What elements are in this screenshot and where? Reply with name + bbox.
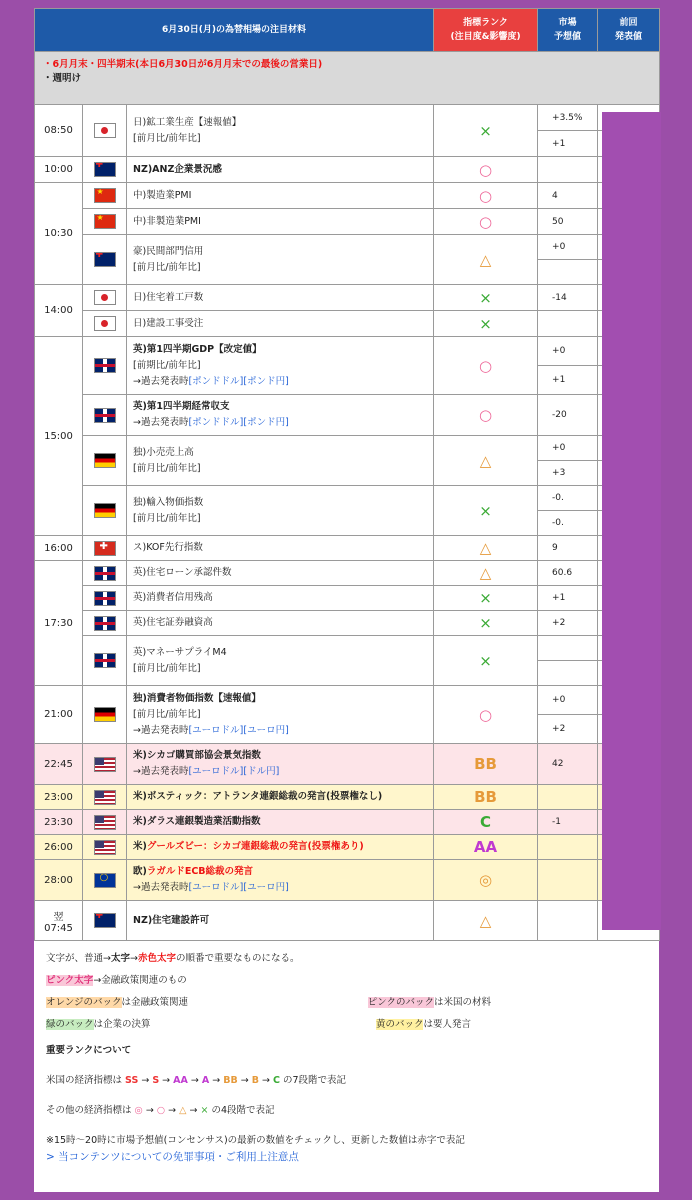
- table-row: 英)マネーサプライM4 [前月比/前年比] ×: [35, 636, 660, 661]
- table-row: 23:00 米)ボスティック：アトランタ連銀総裁の発言(投票権なし) BB: [35, 785, 660, 810]
- table-row: 独)小売売上高 [前月比/前年比] △ +0: [35, 436, 660, 461]
- usd-jpy-link[interactable]: [ドル円]: [243, 766, 280, 777]
- disclaimer-link[interactable]: > 当コンテンツについての免罪事項・ご利用上注意点: [46, 1151, 299, 1163]
- table-row: ★ 中)非製造業PMI ○ 50: [35, 209, 660, 235]
- uk-flag-icon: [94, 408, 116, 423]
- eur-usd-link[interactable]: [ユーロドル]: [188, 766, 244, 777]
- economic-calendar-table: 6月30日(月)の為替相場の注目材料 指標ランク (注目度&影響度) 市場 予想値 前回 発表値 ・6月月末・四半期末(本日6月30日が6月月末での最後の営業日) ・週明け 08:50 日)鉱工業生産【速報値】 [前月比/前年比] × +3.5% +1 10:00 ✚ NZ)ANZ企業景況感 ○ 10:30 ★ 中)製造業PMI ○ 4 ★ 中)非製造業PMI ○ 50 ✚ 豪)民間部門信用 [前月比/前年比] △ +0 14:00 日)住宅着工戸数 × -14 日)建設工事受注 × 15:00 英)第1四半期GDP【改定値】 [前期比/前年比] →過去発表時[ポンドドル][ポンド円] ○ +0 +1 英)第1四半期経常収支 →過去発表時[ポンドドル][ポンド円] ○ -20 独)小売売上高 [前月比/前年比] △ +0 +3 独)輸入物価指数 [前月比/前年比] × -0. -0. 16:00 ✚ ス)KOF先行指数 △ 9 17:30 英)住宅ローン承認件数 △ 60.6 英)消費者信用残高 × +1 英)住宅証券融資高 × +2 英)マネーサプライM4 [前月比/前年比] × 21:00 独)消費者物価指数【速報値】 [前月比/前年比] →過去発表時[ユーロドル][ユーロ円] ○ +0 +2 22:45 米)シカゴ購買部協会景気指数 →過去発表時[ユーロドル][ドル円] BB 42 23:00 米)ボスティック：アトランタ連銀総裁の発言(投票権なし) BB 23:30 米)ダラス連銀製造業活動指数 C -1 26:00 米)グールズビー：シカゴ連銀総裁の発言(投票権あり) AA 28:00 ○ 欧)ラガルドECB総裁の発言 →過去発表時[ユーロドル][ユーロ円] ◎ 翌 07:45 ✚ NZ)住宅建設許可 △: [34, 8, 660, 941]
- china-flag-icon: [94, 188, 116, 203]
- table-row: 10:30 ★ 中)製造業PMI ○ 4: [35, 183, 660, 209]
- eur-jpy-link[interactable]: [ユーロ円]: [243, 724, 289, 736]
- germany-flag-icon: [94, 707, 116, 722]
- other-rank-legend: その他の経済指標は ◎ → ○ → △ → × の4段階で表記: [46, 1105, 275, 1116]
- table-row: 15:00 英)第1四半期GDP【改定値】 [前期比/前年比] →過去発表時[ポンドドル][ポンド円] ○ +0: [35, 337, 660, 366]
- uk-flag-icon: [94, 566, 116, 581]
- legend-order: 文字が、普通→太字→赤色太字の順番で重要なものになる。: [46, 953, 300, 964]
- us-flag-icon: [94, 840, 116, 855]
- consensus-note: ※15時～20時に市場予想値(コンセンサス)の最新の数値をチェックし、更新した数値は赤字で表記: [46, 1135, 465, 1146]
- table-row: 14:00 日)住宅着工戸数 × -14: [35, 285, 660, 311]
- redaction-bar: [602, 112, 661, 930]
- table-row: 17:30 英)住宅ローン承認件数 △ 60.6: [35, 561, 660, 586]
- japan-flag-icon: [94, 316, 116, 331]
- switzerland-flag-icon: [94, 541, 116, 556]
- notice-week-start: ・週明け: [43, 73, 82, 84]
- table-row: 翌 07:45 ✚ NZ)住宅建設許可 △: [35, 901, 660, 941]
- germany-flag-icon: [94, 503, 116, 518]
- rank-title: 重要ランクについて: [46, 1045, 132, 1056]
- uk-flag-icon: [94, 358, 116, 373]
- gbp-jpy-link[interactable]: [ポンド円]: [243, 417, 289, 428]
- previous-header: 前回 発表値: [598, 9, 660, 52]
- table-row: 16:00 ✚ ス)KOF先行指数 △ 9: [35, 536, 660, 561]
- eur-usd-link[interactable]: [ユーロドル]: [188, 724, 244, 736]
- gbp-jpy-link[interactable]: [ポンド円]: [243, 375, 289, 387]
- table-row: 英)消費者信用残高 × +1: [35, 586, 660, 611]
- japan-flag-icon: [94, 290, 116, 305]
- new-zealand-flag-icon: [94, 162, 116, 177]
- us-flag-icon: [94, 815, 116, 830]
- us-rank-legend: 米国の経済指標は SS → S → AA → A → BB → B → C の7段階で表記: [46, 1075, 347, 1086]
- table-row: 日)建設工事受注 ×: [35, 311, 660, 337]
- rank-mark: ×: [434, 105, 538, 157]
- calendar-panel: [34, 8, 659, 1192]
- eur-jpy-link[interactable]: [ユーロ円]: [243, 882, 289, 893]
- gbp-usd-link[interactable]: [ポンドドル]: [188, 375, 244, 387]
- us-flag-icon: [94, 790, 116, 805]
- china-flag-icon: [94, 214, 116, 229]
- uk-flag-icon: [94, 616, 116, 631]
- table-header: [35, 9, 660, 52]
- uk-flag-icon: [94, 591, 116, 606]
- us-flag-icon: [94, 757, 116, 772]
- table-row: 21:00 独)消費者物価指数【速報値】 [前月比/前年比] →過去発表時[ユーロドル][ユーロ円] ○ +0: [35, 686, 660, 715]
- legend: 文字が、普通→太字→赤色太字の順番で重要なものになる。 ピンク太字→金融政策関連のもの オレンジのバックは金融政策関連 ピンクのバックは米国の材料 緑のバックは企業の決算 黄のバックは要人発言 重要ランクについて 米国の経済指標は SS → S → AA → A → BB → B → C の7段階で表記 その他の経済指標は ◎ → ○ → △ → × の4段階で表記 ※15時～20時に市場予想値(コンセンサス)の最新の数値をチェックし、更新した数値は赤字で表記 > 当コンテンツについての免罪事項・ご利用上注意点: [34, 941, 659, 1175]
- uk-flag-icon: [94, 653, 116, 668]
- table-row: ✚ 豪)民間部門信用 [前月比/前年比] △ +0: [35, 235, 660, 260]
- eu-flag-icon: [94, 873, 116, 888]
- notice-row: [35, 52, 660, 105]
- notice-month-end: ・6月月末・四半期末(本日6月30日が6月月末での最後の営業日): [43, 59, 323, 70]
- table-row: 23:30 米)ダラス連銀製造業活動指数 C -1: [35, 810, 660, 835]
- rank-header: 指標ランク (注目度&影響度): [434, 9, 538, 52]
- new-zealand-flag-icon: [94, 913, 116, 928]
- page-title: 6月30日(月)の為替相場の注目材料: [35, 9, 434, 52]
- table-row: 28:00 ○ 欧)ラガルドECB総裁の発言 →過去発表時[ユーロドル][ユーロ円] ◎: [35, 860, 660, 901]
- germany-flag-icon: [94, 453, 116, 468]
- table-row: 22:45 米)シカゴ購買部協会景気指数 →過去発表時[ユーロドル][ドル円] BB 42: [35, 744, 660, 785]
- forecast-header: 市場 予想値: [538, 9, 598, 52]
- eur-usd-link[interactable]: [ユーロドル]: [188, 882, 244, 893]
- gbp-usd-link[interactable]: [ポンドドル]: [188, 417, 244, 428]
- table-row: 10:00 ✚ NZ)ANZ企業景況感 ○: [35, 157, 660, 183]
- japan-flag-icon: [94, 123, 116, 138]
- table-row: 独)輸入物価指数 [前月比/前年比] × -0.: [35, 486, 660, 511]
- australia-flag-icon: [94, 252, 116, 267]
- table-row: 08:50 日)鉱工業生産【速報値】 [前月比/前年比] × +3.5%: [35, 105, 660, 131]
- table-row: 26:00 米)グールズビー：シカゴ連銀総裁の発言(投票権あり) AA: [35, 835, 660, 860]
- table-row: 英)第1四半期経常収支 →過去発表時[ポンドドル][ポンド円] ○ -20: [35, 395, 660, 436]
- table-row: 英)住宅証券融資高 × +2: [35, 611, 660, 636]
